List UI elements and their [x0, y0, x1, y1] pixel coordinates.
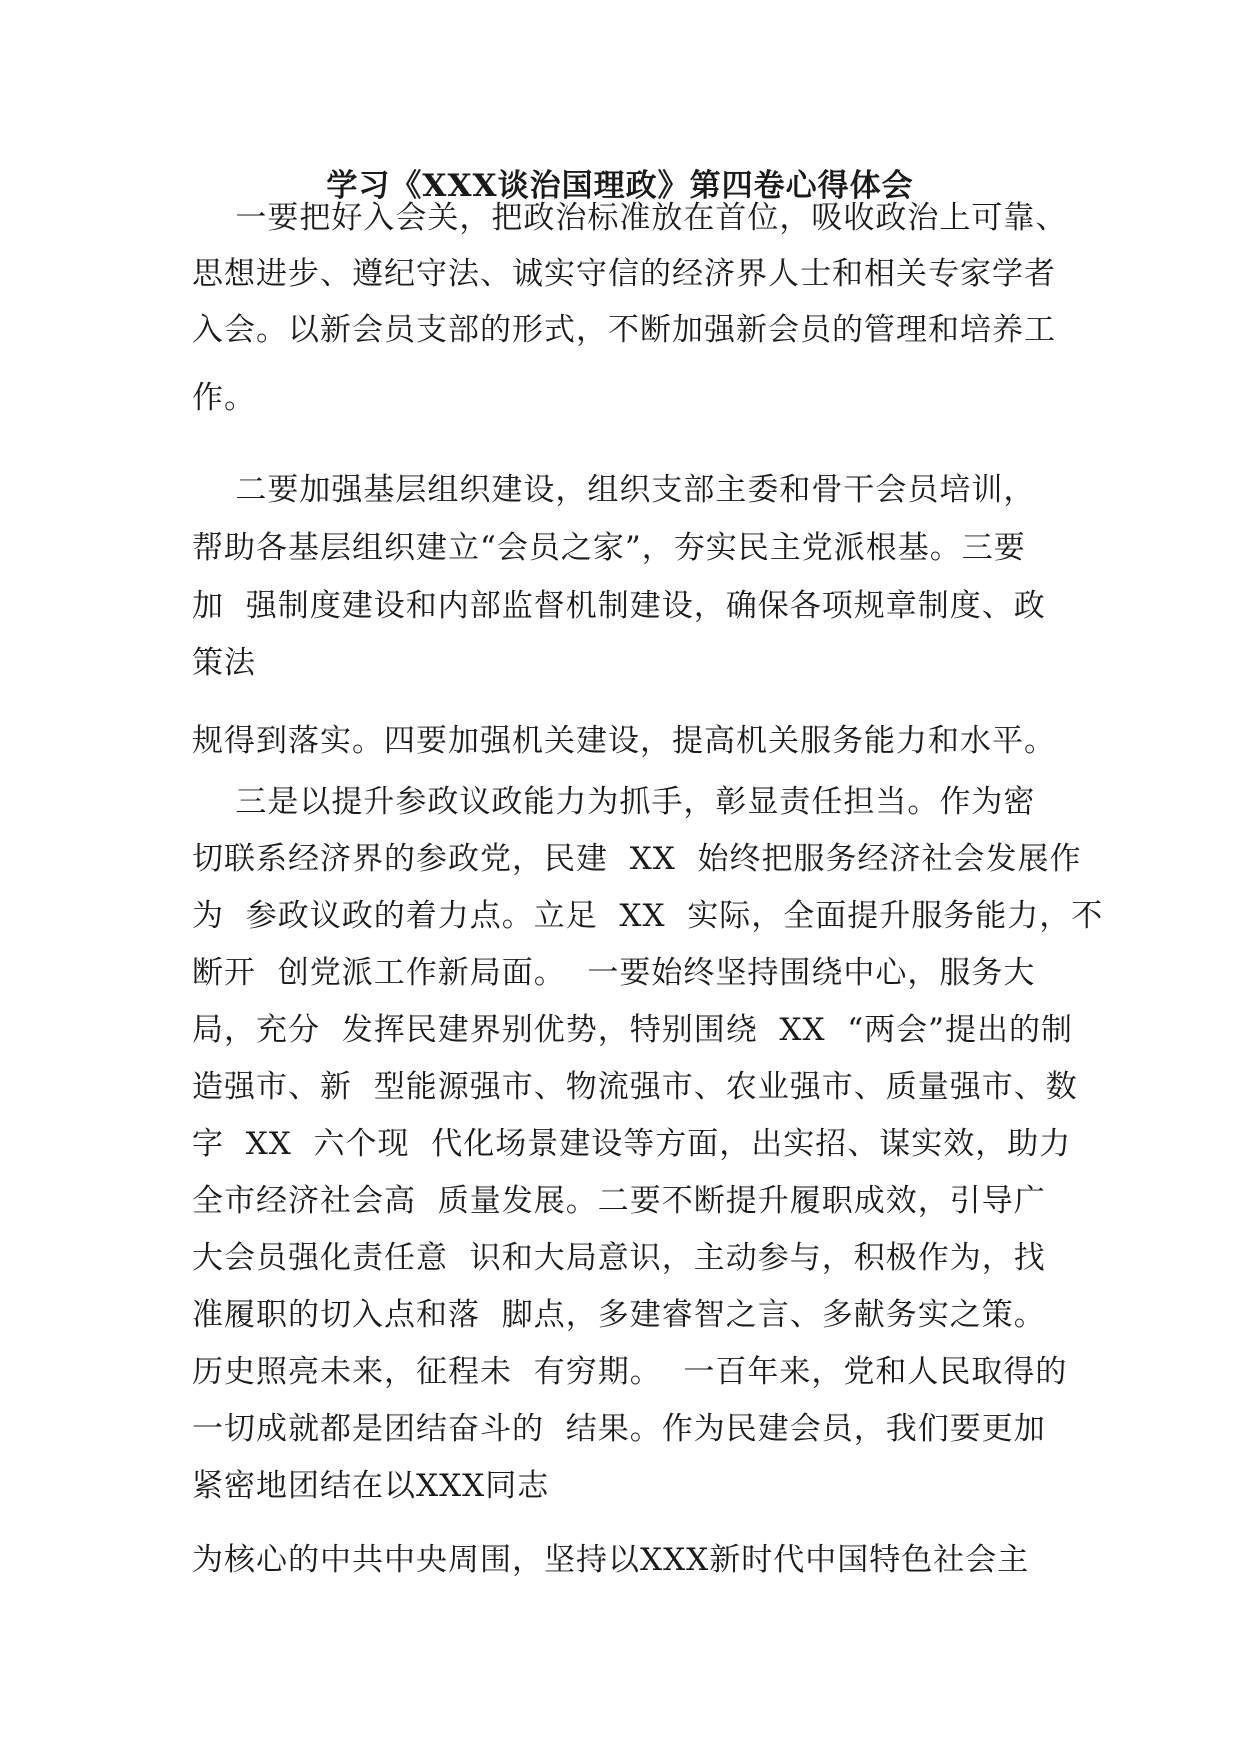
text-line: 断开 创党派工作新局面。 一要始终坚持围绕中心，服务大: [192, 955, 1036, 991]
text-line: 为 参政议政的着力点。立足 XX 实际，全面提升服务能力，不: [192, 898, 1104, 934]
text-line: 历史照亮未来，征程未 有穷期。 一百年来，党和人民取得的: [192, 1354, 1068, 1390]
document-title: 学习《XXX谈治国理政》第四卷心得体会: [326, 168, 914, 204]
text-line: 准履职的切入点和落 脚点，多建睿智之言、多献务实之策。: [192, 1297, 1046, 1333]
text-line: 规得到落实。四要加强机关建设，提高机关服务能力和水平。: [192, 723, 1056, 759]
text-line: 三是以提升参政议政能力为抓手，彰显责任担当。作为密: [192, 784, 1036, 820]
text-line: 一要把好入会关，把政治标准放在首位，吸收政治上可靠、: [192, 200, 1068, 236]
text-line: 作。: [192, 380, 256, 416]
text-line: 加 强制度建设和内部监督机制建设，确保各项规章制度、政: [192, 588, 1046, 624]
text-line: 紧密地团结在以XXX同志: [192, 1468, 550, 1504]
text-line: 帮助各基层组织建立“会员之家”，夯实民主党派根基。三要: [192, 530, 1026, 566]
text-line: 切联系经济界的参政党，民建 XX 始终把服务经济社会发展作: [192, 841, 1082, 877]
text-line: 大会员强化责任意 识和大局意识，主动参与，积极作为，找: [192, 1240, 1046, 1276]
text-line: 造强市、新 型能源强市、物流强市、农业强市、质量强市、数: [192, 1069, 1078, 1105]
text-line: 入会。以新会员支部的形式，不断加强新会员的管理和培养工: [192, 312, 1056, 348]
text-line: 一切成就都是团结奋斗的 结果。作为民建会员，我们要更加: [192, 1411, 1046, 1447]
text-line: 思想进步、遵纪守法、诚实守信的经济界人士和相关专家学者: [192, 256, 1056, 292]
text-line: 策法: [192, 645, 256, 681]
text-line: 字 XX 六个现 代化场景建设等方面，出实招、谋实效，助力: [192, 1126, 1072, 1162]
text-line: 局，充分 发挥民建界别优势，特别围绕 XX “两会”提出的制: [192, 1012, 1073, 1048]
text-line: 全市经济社会高 质量发展。二要不断提升履职成效，引导广: [192, 1183, 1046, 1219]
text-line: 为核心的中共中央周围，坚持以XXX新时代中国特色社会主: [192, 1542, 1030, 1578]
text-line: 二要加强基层组织建设，组织支部主委和骨干会员培训，: [192, 472, 1036, 508]
